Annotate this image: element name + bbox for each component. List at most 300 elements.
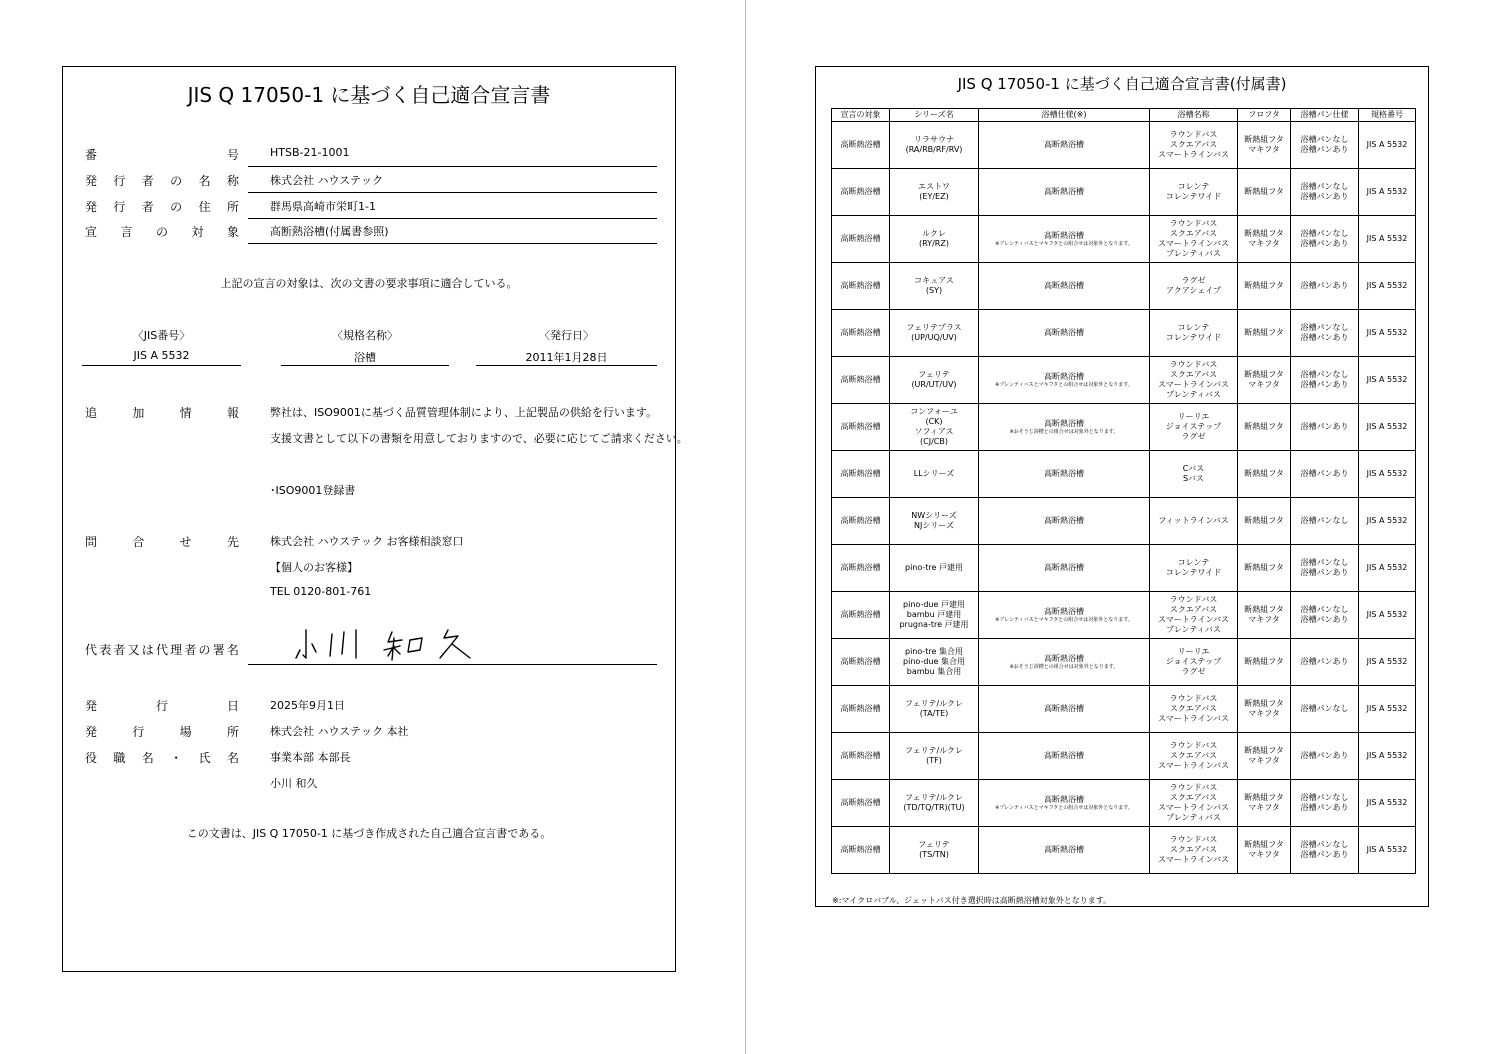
standard-cell: JIS A 5532	[1359, 216, 1416, 263]
bathtub-name-cell-line: スクエアバス	[1169, 370, 1218, 379]
lid-cell	[1238, 686, 1291, 733]
label-char: 者	[113, 643, 126, 657]
bathtub-name-cell-line: コレンテワイド	[1165, 333, 1222, 342]
column-header: シリーズ名	[890, 109, 979, 122]
standard-cell: JIS A 5532	[1359, 639, 1416, 686]
spec-cell	[979, 263, 1150, 310]
series-cell-line: (TD/TQ/TR)(TU)	[903, 803, 965, 812]
pan-cell-line: 浴槽パンあり	[1300, 422, 1349, 431]
table-row	[832, 357, 1416, 404]
table-row	[832, 733, 1416, 780]
spec-text: 高断熱浴槽	[1044, 607, 1084, 616]
handwritten-signature	[292, 622, 492, 662]
bathtub-name-cell-line: Sバス	[1182, 474, 1205, 483]
issue-row	[85, 723, 657, 743]
lid-cell	[1238, 310, 1291, 357]
standard-cell: JIS A 5532	[1359, 592, 1416, 639]
label-char: 行	[132, 725, 145, 739]
spec-text: 高断熱浴槽	[1044, 328, 1084, 337]
field-underline	[248, 243, 657, 244]
standard-cell: JIS A 5532	[1359, 169, 1416, 216]
label-char: 署	[212, 643, 225, 657]
bathtub-name-cell	[1150, 263, 1238, 310]
label-char: 名	[226, 643, 239, 657]
target-cell: 高断熱浴槽	[832, 639, 890, 686]
lid-cell-line: マキフタ	[1248, 756, 1280, 765]
lid-cell-line: 断熱組フタ	[1244, 328, 1284, 337]
pan-cell-line: 浴槽パンあり	[1300, 333, 1349, 342]
table-row	[832, 827, 1416, 874]
target-cell: 高断熱浴槽	[832, 733, 890, 780]
target-cell: 高断熱浴槽	[832, 686, 890, 733]
series-cell	[890, 639, 979, 686]
spec-text: 高断熱浴槽	[1044, 845, 1084, 854]
additional-info-label	[85, 404, 239, 421]
label-char: 行	[113, 200, 126, 214]
field-value: 高断熱浴槽(付属書参照)	[270, 225, 389, 238]
additional-info-line1: 弊社は、ISO9001に基づく品質管理体制により、上記製品の供給を行います。	[270, 406, 657, 419]
additional-info-line2: 支援文書として以下の書類を用意しておりますので、必要に応じてご請求ください。	[270, 432, 688, 445]
issue-row	[85, 749, 657, 769]
spec-cell	[979, 216, 1150, 263]
issue-date-value: 2011年1月28日	[525, 351, 608, 364]
series-cell-line: (TA/TE)	[919, 709, 949, 718]
lid-cell	[1238, 451, 1291, 498]
series-cell	[890, 310, 979, 357]
bathtub-name-cell-line: ラウンドバス	[1169, 694, 1218, 703]
bathtub-name-cell	[1150, 169, 1238, 216]
table-row	[832, 780, 1416, 827]
pan-cell	[1291, 404, 1359, 451]
pan-cell	[1291, 827, 1359, 874]
field-label	[85, 223, 239, 240]
table-row	[832, 545, 1416, 592]
issue-label	[85, 749, 239, 766]
bathtub-name-cell-line: ラウンドバス	[1169, 219, 1218, 228]
lid-cell-line: 断熱組フタ	[1244, 187, 1284, 196]
series-cell	[890, 686, 979, 733]
series-cell	[890, 780, 979, 827]
lid-cell	[1238, 216, 1291, 263]
column-header: 規格番号	[1359, 109, 1416, 122]
table-row	[832, 122, 1416, 169]
label-char: 代	[155, 643, 168, 657]
target-cell: 高断熱浴槽	[832, 310, 890, 357]
spec-cell	[979, 827, 1150, 874]
bathtub-name-cell-line: スマートラインバス	[1157, 714, 1230, 723]
page-title: JIS Q 17050-1 に基づく自己適合宣言書	[187, 83, 551, 107]
declaration-page	[62, 66, 688, 972]
pan-cell-line: 浴槽パンあり	[1300, 568, 1349, 577]
standard-cell: JIS A 5532	[1359, 733, 1416, 780]
label-char: 発	[85, 699, 98, 713]
pan-cell-line: 浴槽パンなし	[1300, 840, 1349, 849]
series-cell-line: フェリテ	[918, 840, 950, 849]
lid-cell	[1238, 733, 1291, 780]
pan-cell-line: 浴槽パンあり	[1300, 469, 1349, 478]
bathtub-name-cell-line: ラウンドバス	[1169, 595, 1218, 604]
label-char: の	[198, 643, 211, 657]
label-char: 所	[226, 200, 239, 214]
standard-cell: JIS A 5532	[1359, 451, 1416, 498]
label-char: 者	[141, 174, 154, 188]
column-header: フロフタ	[1238, 109, 1291, 122]
bathtub-name-cell-line: ジョイステップ	[1165, 422, 1222, 431]
lid-cell-line: 断熱組フタ	[1244, 229, 1284, 238]
lid-cell-line: マキフタ	[1248, 615, 1280, 624]
signer-name: 小川 和久	[270, 777, 318, 790]
label-char: は	[141, 643, 154, 657]
series-cell-line: フェリテ	[918, 370, 950, 379]
bathtub-name-cell-line: ラウンドバス	[1169, 741, 1218, 750]
pan-cell-line: 浴槽パンあり	[1300, 615, 1349, 624]
label-char: の	[170, 174, 183, 188]
label-char: 又	[127, 643, 140, 657]
lid-cell-line: 断熱組フタ	[1244, 469, 1284, 478]
bathtub-name-cell-line: ラウンドバス	[1169, 835, 1218, 844]
label-char: 住	[198, 200, 211, 214]
series-cell-line: (EY/EZ)	[919, 192, 949, 201]
bathtub-name-cell-line: ラウンドバス	[1169, 130, 1218, 139]
spec-note: ※おそうじ浴槽との組合せは対象外となります。	[1009, 664, 1119, 670]
table-row	[832, 592, 1416, 639]
standard-cell: JIS A 5532	[1359, 827, 1416, 874]
series-cell-line: (SY)	[925, 286, 943, 295]
jis-number-value: JIS A 5532	[133, 349, 190, 362]
pan-cell-line: 浴槽パンあり	[1300, 145, 1349, 154]
spec-note: ※プレンティバスとマキフタとの組合せは対象外となります。	[995, 805, 1133, 811]
bathtub-name-cell-line: スマートラインバス	[1157, 150, 1230, 159]
label-char: 発	[85, 725, 98, 739]
series-cell	[890, 545, 979, 592]
pan-cell-line: 浴槽パンあり	[1300, 657, 1349, 666]
annex-footnote: ※:マイクロバブル、ジェットバス付き選択時は高断熱浴槽対象外となります。	[832, 896, 1112, 905]
pan-cell-line: 浴槽パンなし	[1300, 323, 1349, 332]
lid-cell-line: 断熱組フタ	[1244, 370, 1284, 379]
label-char: 合	[132, 535, 145, 549]
pan-cell	[1291, 545, 1359, 592]
table-row	[832, 498, 1416, 545]
target-cell: 高断熱浴槽	[832, 122, 890, 169]
lid-cell-line: マキフタ	[1248, 709, 1280, 718]
table-row	[832, 310, 1416, 357]
standard-name-header: 〈規格名称〉	[332, 329, 398, 342]
bathtub-name-cell-line: ラウンドバス	[1169, 360, 1218, 369]
pan-cell-line: 浴槽パンあり	[1300, 239, 1349, 248]
signature-label	[85, 641, 239, 658]
bathtub-name-cell-line: コレンテワイド	[1165, 568, 1222, 577]
bathtub-name-cell-line: ラウンドバス	[1169, 783, 1218, 792]
target-cell: 高断熱浴槽	[832, 169, 890, 216]
bathtub-name-cell-line: スクエアバス	[1169, 793, 1218, 802]
pan-cell-line: 浴槽パンなし	[1300, 370, 1349, 379]
label-char: の	[155, 225, 168, 239]
annex-page	[815, 66, 1429, 907]
standard-cell: JIS A 5532	[1359, 498, 1416, 545]
label-char: 所	[226, 725, 239, 739]
series-cell	[890, 827, 979, 874]
spec-note: ※プレンティバスとマキフタとの組合せは対象外となります。	[995, 617, 1133, 623]
label-char: 発	[85, 200, 98, 214]
contact-line2: 【個人のお客様】	[270, 561, 358, 574]
lid-cell-line: 断熱組フタ	[1244, 793, 1284, 802]
target-cell: 高断熱浴槽	[832, 263, 890, 310]
lid-cell	[1238, 263, 1291, 310]
pan-cell-line: 浴槽パンなし	[1300, 704, 1349, 713]
contact-phone: TEL 0120-801-761	[270, 585, 372, 598]
series-cell-line: フェリテ/ルクレ	[905, 793, 963, 802]
column-header: 浴槽パン仕様	[1291, 109, 1359, 122]
series-cell-line: (TS/TN)	[919, 850, 949, 859]
bathtub-name-cell-line: スクエアバス	[1169, 605, 1218, 614]
pan-cell-line: 浴槽パンなし	[1300, 135, 1349, 144]
series-cell	[890, 592, 979, 639]
series-cell-line: フェリテ/ルクレ	[905, 746, 963, 755]
series-cell-line: pino-due 戸建用	[903, 600, 965, 609]
label-char: 者	[184, 643, 197, 657]
pan-cell	[1291, 451, 1359, 498]
bathtub-name-cell	[1150, 592, 1238, 639]
spec-text: 高断熱浴槽	[1044, 654, 1084, 663]
field-row	[85, 198, 657, 218]
field-value: 群馬県高崎市栄町1-1	[270, 200, 376, 213]
label-char: 職	[113, 751, 126, 765]
conformity-statement: 上記の宣言の対象は、次の文書の要求事項に適合している。	[220, 277, 518, 290]
spec-cell	[979, 357, 1150, 404]
label-char: 名	[198, 174, 211, 188]
series-cell-line: (UR/UT/UV)	[911, 380, 957, 389]
column-header: 浴槽仕様(※)	[979, 109, 1150, 122]
label-char: 氏	[198, 751, 211, 765]
standard-cell: JIS A 5532	[1359, 686, 1416, 733]
label-char: 追	[85, 406, 98, 420]
series-cell-line: pino-due 集合用	[903, 657, 965, 666]
target-cell: 高断熱浴槽	[832, 216, 890, 263]
label-char: せ	[179, 535, 192, 549]
series-cell-line: フェリテ/ルクレ	[905, 699, 963, 708]
spec-text: 高断熱浴槽	[1044, 563, 1084, 572]
bathtub-name-cell-line: ラグゼ	[1181, 276, 1206, 285]
standard-cell: JIS A 5532	[1359, 357, 1416, 404]
series-cell-line: リラサウナ	[914, 135, 954, 144]
series-cell	[890, 122, 979, 169]
pan-cell-line: 浴槽パンなし	[1300, 229, 1349, 238]
table-row	[832, 404, 1416, 451]
field-underline	[248, 166, 657, 167]
spec-text: 高断熱浴槽	[1044, 281, 1084, 290]
bathtub-name-cell-line: リーリエ	[1177, 412, 1210, 421]
spec-text: 高断熱浴槽	[1044, 187, 1084, 196]
field-underline	[248, 192, 657, 193]
label-char: 加	[132, 406, 145, 420]
field-value: 株式会社 ハウステック	[270, 174, 383, 187]
spec-note: ※おそうじ浴槽との組合せは対象外となります。	[1009, 429, 1119, 435]
label-char: 場	[179, 725, 192, 739]
spec-cell	[979, 639, 1150, 686]
lid-cell	[1238, 827, 1291, 874]
spec-cell	[979, 545, 1150, 592]
series-cell-line: コキュアス	[914, 276, 954, 285]
standard-cell: JIS A 5532	[1359, 780, 1416, 827]
table-row	[832, 639, 1416, 686]
lid-cell-line: マキフタ	[1248, 380, 1280, 389]
bathtub-name-cell-line: スマートラインバス	[1157, 615, 1230, 624]
issue-date-underline	[476, 365, 657, 366]
series-cell-line: (RA/RB/RF/RV)	[905, 145, 963, 154]
issue-row	[85, 697, 657, 717]
series-cell	[890, 451, 979, 498]
bathtub-name-cell	[1150, 498, 1238, 545]
series-cell-line: (CK)	[925, 417, 943, 426]
standard-cell: JIS A 5532	[1359, 404, 1416, 451]
table-row	[832, 263, 1416, 310]
target-cell: 高断熱浴槽	[832, 498, 890, 545]
pan-cell	[1291, 357, 1359, 404]
bathtub-name-cell	[1150, 404, 1238, 451]
pan-cell-line: 浴槽パンなし	[1300, 516, 1349, 525]
pan-cell	[1291, 592, 1359, 639]
bathtub-name-cell	[1150, 733, 1238, 780]
lid-cell	[1238, 169, 1291, 216]
series-cell-line: bambu 戸建用	[906, 610, 962, 619]
lid-cell-line: マキフタ	[1248, 239, 1280, 248]
bathtub-name-cell	[1150, 310, 1238, 357]
issue-value: 事業本部 本部長	[270, 751, 351, 764]
table-row	[832, 216, 1416, 263]
lid-cell-line: 断熱組フタ	[1244, 746, 1284, 755]
target-cell: 高断熱浴槽	[832, 404, 890, 451]
bathtub-name-cell	[1150, 357, 1238, 404]
bathtub-name-cell-line: スクエアバス	[1169, 751, 1218, 760]
bathtub-name-cell	[1150, 545, 1238, 592]
label-char: 号	[226, 148, 239, 162]
contact-label	[85, 533, 239, 550]
pan-cell	[1291, 733, 1359, 780]
issue-value: 2025年9月1日	[270, 699, 345, 712]
pan-cell	[1291, 686, 1359, 733]
label-char: 報	[226, 406, 239, 420]
label-char: 代	[85, 643, 98, 657]
bathtub-name-cell-line: ラグゼ	[1181, 432, 1206, 441]
bathtub-name-cell-line: スクエアバス	[1169, 140, 1218, 149]
column-header: 浴槽名称	[1150, 109, 1238, 122]
target-cell: 高断熱浴槽	[832, 357, 890, 404]
issue-value: 株式会社 ハウステック 本社	[270, 725, 409, 738]
pan-cell	[1291, 780, 1359, 827]
series-cell	[890, 404, 979, 451]
label-char: 理	[170, 643, 183, 657]
bathtub-name-cell-line: スクエアバス	[1169, 704, 1218, 713]
jis-number-header: 〈JIS番号〉	[132, 329, 191, 342]
lid-cell	[1238, 122, 1291, 169]
field-value: HTSB-21-1001	[270, 146, 350, 159]
standard-name-value: 浴槽	[354, 351, 376, 364]
spec-cell	[979, 780, 1150, 827]
spec-note: ※プレンティバスとマキフタとの組合せは対象外となります。	[995, 241, 1133, 247]
bathtub-name-cell-line: ラグゼ	[1181, 667, 1206, 676]
target-cell: 高断熱浴槽	[832, 451, 890, 498]
contact-line1: 株式会社 ハウステック お客様相談窓口	[270, 535, 464, 548]
lid-cell-line: 断熱組フタ	[1244, 699, 1284, 708]
label-char: 象	[226, 225, 239, 239]
lid-cell-line: マキフタ	[1248, 850, 1280, 859]
bathtub-name-cell	[1150, 686, 1238, 733]
lid-cell-line: 断熱組フタ	[1244, 563, 1284, 572]
label-char: 言	[120, 225, 133, 239]
series-cell-line: NJシリーズ	[914, 521, 954, 530]
label-char: 発	[85, 174, 98, 188]
series-cell-line: prugna-tre 戸建用	[899, 620, 969, 629]
series-cell-line: LLシリーズ	[913, 469, 955, 478]
label-char: 宣	[85, 225, 98, 239]
pan-cell-line: 浴槽パンなし	[1300, 605, 1349, 614]
document-footer: この文書は、JIS Q 17050-1 に基づき作成された自己適合宣言書である。	[186, 827, 552, 840]
lid-cell	[1238, 639, 1291, 686]
spec-text: 高断熱浴槽	[1044, 469, 1084, 478]
issue-date-column	[476, 327, 657, 366]
pan-cell-line: 浴槽パンあり	[1300, 281, 1349, 290]
label-char: 先	[226, 535, 239, 549]
label-char: 情	[179, 406, 192, 420]
target-cell: 高断熱浴槽	[832, 780, 890, 827]
bathtub-name-cell-line: スクエアバス	[1169, 845, 1218, 854]
spec-text: 高断熱浴槽	[1044, 795, 1084, 804]
spec-text: 高断熱浴槽	[1044, 704, 1084, 713]
label-char: 行	[155, 699, 168, 713]
bathtub-name-cell	[1150, 639, 1238, 686]
bathtub-name-cell	[1150, 451, 1238, 498]
series-cell-line: (RY/RZ)	[919, 239, 949, 248]
field-label	[85, 146, 239, 163]
bathtub-name-cell-line: スマートラインバス	[1157, 761, 1230, 770]
lid-cell-line: 断熱組フタ	[1244, 135, 1284, 144]
label-char: 役	[85, 751, 98, 765]
pan-cell	[1291, 122, 1359, 169]
bathtub-name-cell-line: プレンティバス	[1166, 813, 1221, 822]
series-cell	[890, 263, 979, 310]
field-row	[85, 146, 657, 166]
label-char: 名	[226, 751, 239, 765]
spec-text: 高断熱浴槽	[1044, 231, 1084, 240]
spec-cell	[979, 310, 1150, 357]
bathtub-name-cell-line: プレンティバス	[1166, 625, 1221, 634]
spec-text: 高断熱浴槽	[1044, 516, 1084, 525]
jis-number-underline	[82, 365, 241, 366]
spec-cell	[979, 169, 1150, 216]
target-cell: 高断熱浴槽	[832, 827, 890, 874]
bathtub-name-cell-line: スクエアバス	[1169, 229, 1218, 238]
annex-table	[831, 108, 1416, 874]
bathtub-name-cell-line: Cバス	[1182, 464, 1205, 473]
pan-cell-line: 浴槽パンあり	[1300, 803, 1349, 812]
jis-number-column	[82, 327, 241, 366]
label-char: 表	[99, 643, 112, 657]
bathtub-name-cell	[1150, 122, 1238, 169]
lid-cell	[1238, 498, 1291, 545]
issue-label	[85, 697, 239, 714]
lid-cell-line: 断熱組フタ	[1244, 281, 1284, 290]
series-cell-line: ソフィアス	[914, 427, 954, 436]
series-cell	[890, 733, 979, 780]
lid-cell-line: 断熱組フタ	[1244, 516, 1284, 525]
pan-cell	[1291, 310, 1359, 357]
label-char: ・	[170, 751, 183, 765]
lid-cell-line: マキフタ	[1248, 803, 1280, 812]
page-divider	[745, 0, 746, 1054]
bathtub-name-cell	[1150, 780, 1238, 827]
spec-cell	[979, 733, 1150, 780]
spec-text: 高断熱浴槽	[1044, 372, 1084, 381]
